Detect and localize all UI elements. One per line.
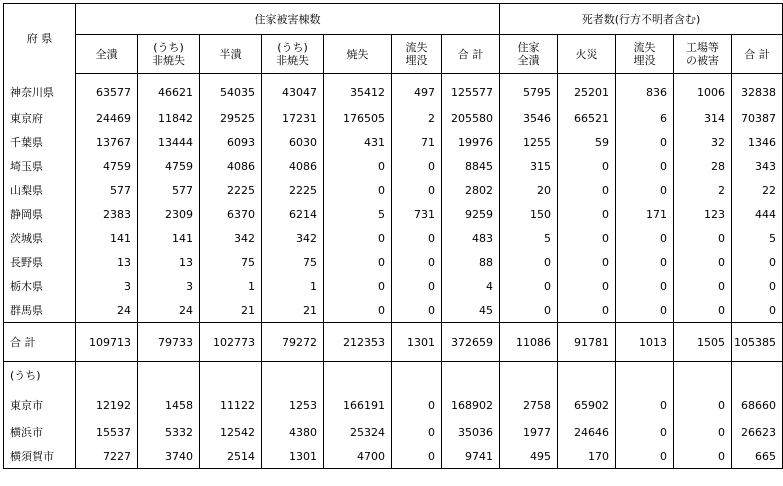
table-cell: 123 [674,202,732,226]
header-label-line: (うち) [153,41,184,54]
table-cell: 70387 [732,106,783,130]
table-cell: 0 [392,444,442,469]
header-label [96,48,118,61]
empty-cell [392,362,442,389]
header-housing-col [138,35,200,74]
table-cell: 79272 [262,323,324,362]
header-label [152,41,185,67]
table-cell: 25324 [324,420,392,444]
table-cell: 0 [392,298,442,323]
table-cell: 314 [674,106,732,130]
table-cell: 2514 [200,444,262,469]
header-label-line: 全潰 [517,54,540,67]
header-housing-col [442,35,500,74]
table-cell: 176505 [324,106,392,130]
table-cell: 13444 [138,130,200,154]
table-cell: 13 [138,250,200,274]
header-label [347,48,369,61]
table-cell: 0 [500,274,558,298]
row-label: 静岡県 [4,202,76,226]
damage-table [3,3,783,469]
header-death-col [616,35,674,74]
table-cell: 6370 [200,202,262,226]
table-cell: 444 [732,202,783,226]
empty-cell [324,362,392,389]
table-cell: 21 [262,298,324,323]
header-label [276,41,309,67]
header-housing-damage: 住家被害棟数 [76,4,500,35]
header-label-line: 火災 [575,47,598,61]
table-cell: 7227 [76,444,138,469]
table-cell: 24 [76,298,138,323]
table-cell: 2758 [500,388,558,420]
header-label-line: 住家 [517,41,540,54]
header-housing-col [262,35,324,74]
table-cell: 497 [392,74,442,107]
table-cell: 12542 [200,420,262,444]
table-cell: 24646 [558,420,616,444]
table-cell: 79733 [138,323,200,362]
table-cell: 0 [674,274,732,298]
table-cell: 46621 [138,74,200,107]
table-cell: 5 [324,202,392,226]
table-cell: 141 [76,226,138,250]
table-cell: 8845 [442,154,500,178]
table-cell: 0 [732,298,783,323]
table-cell: 1255 [500,130,558,154]
row-label: 横浜市 [4,420,76,444]
header-label [744,48,770,61]
header-label-line: 全潰 [95,47,118,61]
table-cell: 75 [200,250,262,274]
table-cell: 45 [442,298,500,323]
table-cell: 0 [616,130,674,154]
table-cell: 1013 [616,323,674,362]
table-cell: 2309 [138,202,200,226]
table-cell: 0 [392,388,442,420]
header-label-line: 非焼失 [152,54,185,67]
table-cell: 0 [324,226,392,250]
table-row [4,154,783,178]
table-cell: 1505 [674,323,732,362]
table-cell: 0 [324,178,392,202]
empty-cell [200,362,262,389]
table-cell: 35036 [442,420,500,444]
row-label: 東京市 [4,388,76,420]
city-row [4,420,783,444]
table-cell: 0 [674,226,732,250]
header-deaths: 死者数(行方不明者含む) [500,4,783,35]
header-label-line: 焼失 [346,47,369,61]
table-cell: 1301 [392,323,442,362]
table-cell: 3546 [500,106,558,130]
table-cell: 2 [392,106,442,130]
header-label-line: の被害 [686,54,719,67]
table-cell: 19976 [442,130,500,154]
table-cell: 25201 [558,74,616,107]
table-cell: 59 [558,130,616,154]
subheading-label: (うち) [4,362,76,389]
table-cell: 0 [616,154,674,178]
table-cell: 483 [442,226,500,250]
table-row [4,250,783,274]
table-cell: 21 [200,298,262,323]
table-cell: 4086 [262,154,324,178]
row-label: 埼玉県 [4,154,76,178]
row-label: 東京府 [4,106,76,130]
subheading-row [4,362,783,389]
table-cell: 5332 [138,420,200,444]
table-cell: 0 [558,202,616,226]
table-cell: 150 [500,202,558,226]
table-cell: 431 [324,130,392,154]
table-row [4,106,783,130]
table-cell: 166191 [324,388,392,420]
table-cell: 13 [76,250,138,274]
row-label: 群馬県 [4,298,76,323]
table-cell: 0 [616,178,674,202]
table-cell: 0 [732,274,783,298]
table-row [4,298,783,323]
table-cell: 91781 [558,323,616,362]
table-cell: 577 [76,178,138,202]
table-body [4,4,783,469]
table-cell: 1 [200,274,262,298]
empty-cell [558,362,616,389]
header-label-line: 合 計 [457,47,484,61]
table-cell: 836 [616,74,674,107]
table-cell: 0 [558,154,616,178]
table-cell: 0 [674,444,732,469]
header-row-columns [4,35,783,74]
table-cell: 109713 [76,323,138,362]
table-cell: 0 [616,420,674,444]
table-cell: 0 [558,250,616,274]
header-label-line: (うち) [277,41,308,54]
table-cell: 63577 [76,74,138,107]
table-cell: 24 [138,298,200,323]
table-cell: 22 [732,178,783,202]
header-housing-col [324,35,392,74]
table-cell: 4086 [200,154,262,178]
table-cell: 2383 [76,202,138,226]
table-cell: 0 [558,226,616,250]
city-row [4,388,783,420]
table-cell: 15537 [76,420,138,444]
table-cell: 32 [674,130,732,154]
table-cell: 0 [732,250,783,274]
table-cell: 68660 [732,388,783,420]
table-cell: 0 [674,388,732,420]
table-cell: 6030 [262,130,324,154]
table-cell: 0 [616,226,674,250]
empty-cell [76,362,138,389]
header-death-col [500,35,558,74]
table-cell: 125577 [442,74,500,107]
table-cell: 2 [674,178,732,202]
header-label-line: 合 計 [744,47,770,61]
table-cell: 171 [616,202,674,226]
table-cell: 1301 [262,444,324,469]
table-cell: 17231 [262,106,324,130]
header-death-col [732,35,783,74]
header-label [220,48,242,61]
header-label [518,41,540,67]
table-cell: 43047 [262,74,324,107]
table-cell: 102773 [200,323,262,362]
table-cell: 1346 [732,130,783,154]
table-cell: 731 [392,202,442,226]
table-cell: 26623 [732,420,783,444]
table-cell: 0 [616,250,674,274]
table-cell: 0 [324,298,392,323]
table-cell: 2225 [200,178,262,202]
table-cell: 0 [674,420,732,444]
table-cell: 4380 [262,420,324,444]
row-label: 山梨県 [4,178,76,202]
table-cell: 5 [500,226,558,250]
table-cell: 0 [616,298,674,323]
table-cell: 0 [392,154,442,178]
header-death-col [558,35,616,74]
empty-cell [138,362,200,389]
table-cell: 3740 [138,444,200,469]
table-cell: 342 [200,226,262,250]
table-cell: 205580 [442,106,500,130]
table-cell: 495 [500,444,558,469]
table-cell: 3 [138,274,200,298]
empty-cell [616,362,674,389]
table-cell: 0 [558,274,616,298]
table-cell: 0 [558,178,616,202]
table-cell: 54035 [200,74,262,107]
table-cell: 6093 [200,130,262,154]
row-label: 千葉県 [4,130,76,154]
empty-cell [674,362,732,389]
table-cell: 315 [500,154,558,178]
table-cell: 168902 [442,388,500,420]
table-cell: 0 [392,178,442,202]
table-cell: 372659 [442,323,500,362]
table-cell: 75 [262,250,324,274]
table-cell: 2802 [442,178,500,202]
total-row [4,323,783,362]
header-label-line: 工場等 [686,41,719,54]
table-cell: 105385 [732,323,783,362]
table-cell: 0 [616,274,674,298]
table-cell: 11086 [500,323,558,362]
header-label [406,41,428,67]
header-housing-col [392,35,442,74]
table-cell: 5 [732,226,783,250]
table-cell: 1458 [138,388,200,420]
table-cell: 5795 [500,74,558,107]
header-label-line: 埋没 [405,54,428,67]
table-cell: 0 [616,388,674,420]
table-cell: 35412 [324,74,392,107]
table-cell: 11122 [200,388,262,420]
table-cell: 1 [262,274,324,298]
header-label [686,41,719,67]
table-cell: 212353 [324,323,392,362]
table-cell: 170 [558,444,616,469]
table-cell: 665 [732,444,783,469]
table-cell: 0 [500,250,558,274]
table-cell: 71 [392,130,442,154]
table-cell: 1977 [500,420,558,444]
row-label: 栃木県 [4,274,76,298]
header-label-line: 流失 [405,41,428,54]
table-row [4,130,783,154]
header-label [634,41,656,67]
table-cell: 2225 [262,178,324,202]
header-label-line: 流失 [633,41,656,54]
table-row [4,274,783,298]
row-label: 合 計 [4,323,76,362]
table-cell: 13767 [76,130,138,154]
empty-cell [500,362,558,389]
table-cell: 28 [674,154,732,178]
row-label: 横須賀市 [4,444,76,469]
table-cell: 0 [500,298,558,323]
table-cell: 0 [558,298,616,323]
table-cell: 577 [138,178,200,202]
table-cell: 0 [392,226,442,250]
header-label-line: 半潰 [219,47,242,61]
table-row [4,178,783,202]
table-cell: 0 [616,444,674,469]
table-cell: 65902 [558,388,616,420]
row-label: 茨城県 [4,226,76,250]
header-label [458,48,484,61]
table-row [4,226,783,250]
table-cell: 12192 [76,388,138,420]
table-cell: 4700 [324,444,392,469]
table-cell: 0 [392,250,442,274]
row-label: 長野県 [4,250,76,274]
table-cell: 6214 [262,202,324,226]
table-cell: 0 [392,420,442,444]
table-cell: 24469 [76,106,138,130]
table-row [4,202,783,226]
table-cell: 4759 [138,154,200,178]
table-cell: 66521 [558,106,616,130]
header-death-col [674,35,732,74]
table-cell: 32838 [732,74,783,107]
table-cell: 6 [616,106,674,130]
table-cell: 3 [76,274,138,298]
table-row [4,74,783,107]
city-row [4,444,783,469]
table-cell: 0 [674,298,732,323]
damage-table-container [3,3,783,469]
row-label: 神奈川県 [4,74,76,107]
table-cell: 1253 [262,388,324,420]
empty-cell [442,362,500,389]
header-label [576,48,598,61]
table-cell: 9741 [442,444,500,469]
empty-cell [732,362,783,389]
table-cell: 0 [324,250,392,274]
table-cell: 4759 [76,154,138,178]
header-label-line: 埋没 [633,54,656,67]
table-cell: 0 [324,154,392,178]
table-cell: 29525 [200,106,262,130]
table-cell: 0 [392,274,442,298]
table-cell: 11842 [138,106,200,130]
table-cell: 0 [324,274,392,298]
table-cell: 4 [442,274,500,298]
table-cell: 342 [262,226,324,250]
header-label-line: 非焼失 [276,54,309,67]
empty-cell [262,362,324,389]
header-prefecture: 府 県 [4,4,76,74]
table-cell: 9259 [442,202,500,226]
table-cell: 88 [442,250,500,274]
header-housing-col [76,35,138,74]
table-cell: 343 [732,154,783,178]
table-cell: 1006 [674,74,732,107]
header-housing-col [200,35,262,74]
table-cell: 20 [500,178,558,202]
table-cell: 141 [138,226,200,250]
table-cell: 0 [674,250,732,274]
header-row-groups [4,4,783,35]
